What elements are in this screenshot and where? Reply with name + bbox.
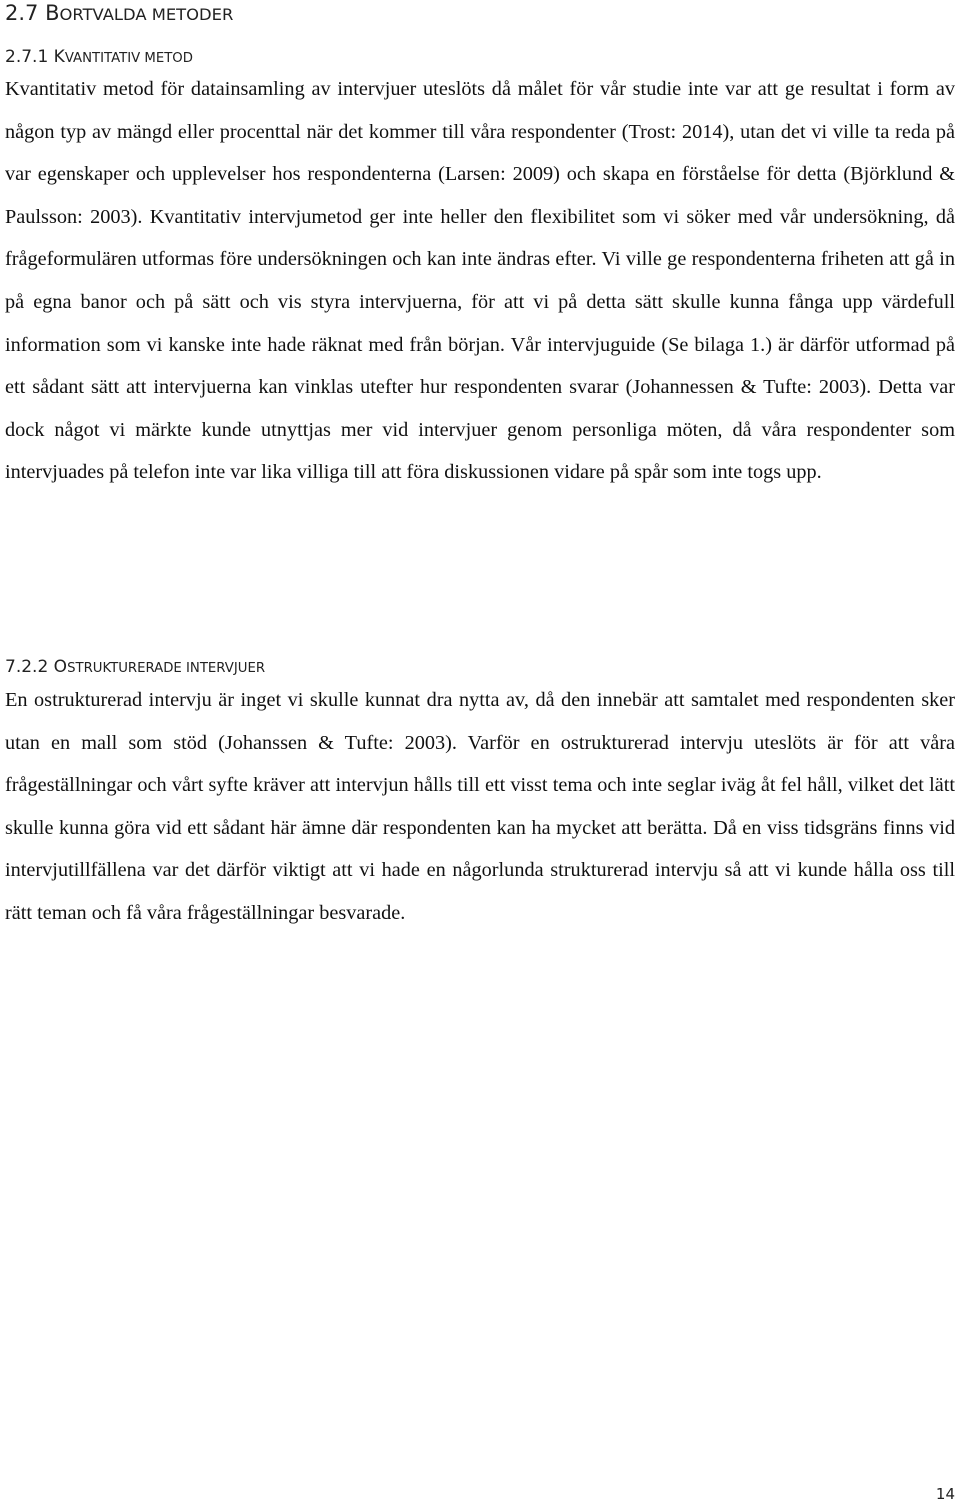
section-title-rest: ORTVALDA METODER <box>59 5 234 24</box>
section-heading <box>5 0 233 28</box>
subsection-heading-quantitative <box>5 46 193 70</box>
section-title-initial: B <box>45 1 60 25</box>
subsection-title-rest: VANTITATIV METOD <box>64 51 193 66</box>
section-number: 2.7 <box>5 1 39 25</box>
subsection-title-rest: STRUKTURERADE INTERVJUER <box>67 661 266 676</box>
subsection-number: 7.2.2 <box>5 657 49 677</box>
subsection-title-initial: K <box>53 47 65 67</box>
subsection-title-initial: O <box>53 657 68 677</box>
page-number: 14 <box>935 1485 955 1503</box>
subsection-number: 2.7.1 <box>5 47 49 67</box>
subsection-heading-unstructured <box>5 656 265 680</box>
paragraph-quantitative-method: Kvantitativ metod för datainsamling av intervjuer uteslöts då målet för vår studie inte var att ge resultat i form av någon typ av mängd eller procenttal när det kommer till våra respondenter (Trost: 2014), utan det vi ville ta reda på var egenskaper och upplevelser hos respondenterna (Larsen: 2009) och skapa en förståelse för detta (Björklund & Paulsson: 2003). Kvantitativ intervjumetod ger inte heller den flexibilitet som vi söker med vår undersökning, då frågeformulären utformas före undersökningen och kan inte ändras efter. Vi ville ge respondenterna friheten att gå in på egna banor och på sätt och vis styra intervjuerna, för att vi på detta sätt skulle kunna fånga upp värdefull information som vi kanske inte hade räknat med från början. Vår intervjuguide (Se bilaga 1.) är därför utformad på ett sådant sätt att intervjuerna kan vinklas utefter hur respondenten svarar (Johannessen & Tufte: 2003). Detta var dock något vi märkte kunde utnyttjas mer vid intervjuer genom personliga möten, då våra respondenter som intervjuades på telefon inte var lika villiga till att föra diskussionen vidare på spår som inte togs upp. <box>5 78 955 484</box>
paragraph-unstructured-interviews: En ostrukturerad intervju är inget vi skulle kunnat dra nytta av, då den innebär att samtalet med respondenten sker utan en mall som stöd (Johanssen & Tufte: 2003). Varför en ostrukturerad intervju uteslöts är för att våra frågeställningar och vårt syfte kräver att intervjun hålls till ett visst tema och inte seglar iväg åt fel håll, vilket det lätt skulle kunna göra vid ett sådant här ämne där respondenten kan ha mycket att berätta. Då en viss tidsgräns finns vid intervjutillfällena var det därför viktigt att vi hade en någorlunda strukturerad intervju så att vi kunde hålla oss till rätt teman och få våra frågeställningar besvarade. <box>5 689 955 924</box>
